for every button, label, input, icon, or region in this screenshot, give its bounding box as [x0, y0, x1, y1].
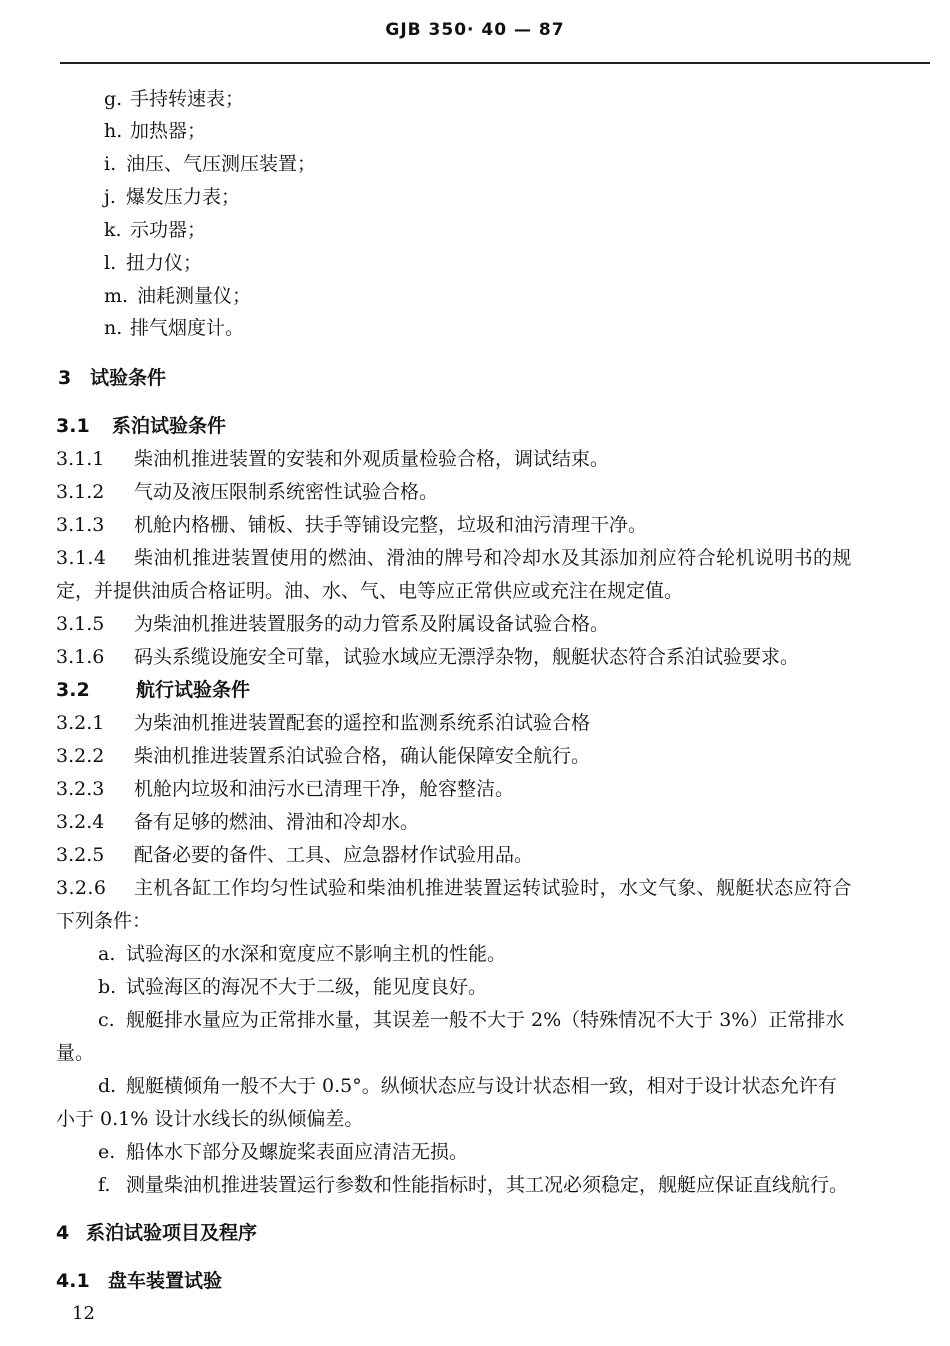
clause: 3.2.4 备有足够的燃油、滑油和冷却水。	[56, 811, 420, 833]
subsection-heading: 3.1 系泊试验条件	[56, 415, 227, 437]
list-item: h. 加热器；	[104, 120, 207, 142]
clause-continuation: 定，并提供油质合格证明。油、水、气、电等应正常供应或充注在规定值。	[56, 580, 684, 602]
clause: 3.1.6 码头系缆设施安全可靠，试验水域应无漂浮杂物，舰艇状态符合系泊试验要求。	[56, 646, 800, 668]
clause: 3.1.3 机舱内格栅、铺板、扶手等铺设完整，垃圾和油污清理干净。	[56, 514, 648, 536]
clause: 3.2.6 主机各缸工作均匀性试验和柴油机推进装置运转试验时，水文气象、舰艇状态应符合	[56, 877, 852, 899]
condition-item: f. 测量柴油机推进装置运行参数和性能指标时，其工况必须稳定，舰艇应保证直线航行。	[98, 1174, 849, 1196]
list-item: l. 扭力仪；	[104, 252, 203, 274]
condition-item: d. 舰艇横倾角一般不大于 0.5°。纵倾状态应与设计状态相一致，相对于设计状态允许有	[98, 1075, 837, 1097]
condition-item: e. 船体水下部分及螺旋桨表面应清洁无损。	[98, 1141, 469, 1163]
condition-continuation: 小于 0.1% 设计水线长的纵倾偏差。	[56, 1108, 364, 1130]
list-item: j. 爆发压力表；	[104, 186, 241, 208]
clause: 3.1.4 柴油机推进装置使用的燃油、滑油的牌号和冷却水及其添加剂应符合轮机说明书的规	[56, 547, 852, 569]
clause: 3.1.1 柴油机推进装置的安装和外观质量检验合格，调试结束。	[56, 448, 610, 470]
section-heading: 4 系泊试验项目及程序	[56, 1222, 258, 1244]
list-item: i. 油压、气压测压装置；	[104, 153, 317, 175]
list-item: n. 排气烟度计。	[104, 317, 245, 339]
list-item: g. 手持转速表；	[104, 88, 245, 110]
subsection-heading: 4.1 盘车装置试验	[56, 1270, 223, 1292]
clause: 3.2.1 为柴油机推进装置配套的遥控和监测系统系泊试验合格	[56, 712, 591, 734]
subsection-heading: 3.2 航行试验条件	[56, 679, 251, 701]
condition-item: c. 舰艇排水量应为正常排水量，其误差一般不大于 2%（特殊情况不大于 3%）正常排水	[98, 1009, 845, 1031]
section-heading: 3 试验条件	[58, 367, 167, 389]
list-item: m. 油耗测量仪；	[104, 285, 252, 307]
clause: 3.2.3 机舱内垃圾和油污水已清理干净，舱容整洁。	[56, 778, 515, 800]
condition-continuation: 量。	[56, 1042, 95, 1064]
page-number: 12	[72, 1303, 95, 1324]
clause: 3.1.5 为柴油机推进装置服务的动力管系及附属设备试验合格。	[56, 613, 610, 635]
condition-item: b. 试验海区的海况不大于二级，能见度良好。	[98, 976, 488, 998]
condition-item: a. 试验海区的水深和宽度应不影响主机的性能。	[98, 943, 507, 965]
header-rule	[60, 62, 930, 64]
document-code-header: GJB 350· 40 — 87	[385, 20, 565, 40]
list-item: k. 示功器；	[104, 219, 207, 241]
clause: 3.2.2 柴油机推进装置系泊试验合格，确认能保障安全航行。	[56, 745, 591, 767]
clause: 3.2.5 配备必要的备件、工具、应急器材作试验用品。	[56, 844, 534, 866]
clause: 3.1.2 气动及液压限制系统密性试验合格。	[56, 481, 439, 503]
clause-continuation: 下列条件：	[56, 910, 152, 932]
